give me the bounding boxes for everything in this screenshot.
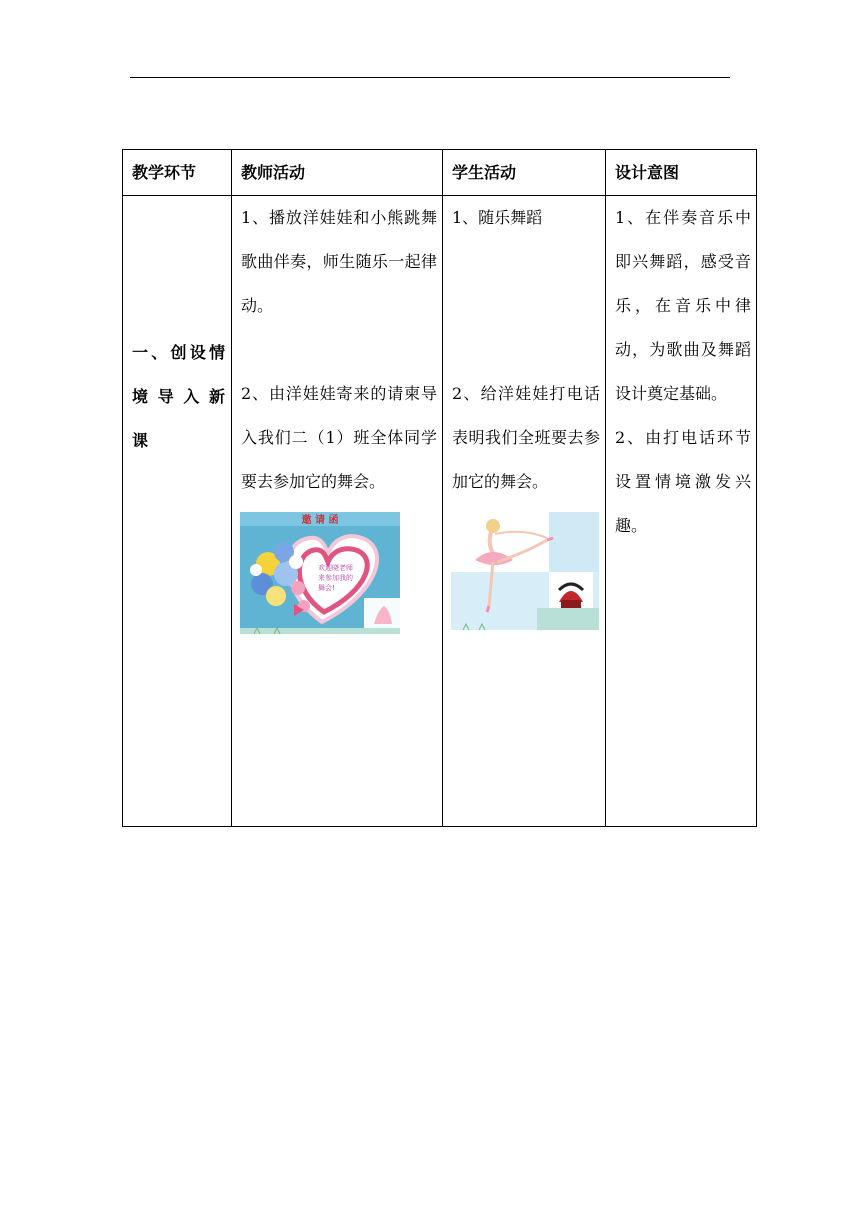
header-intent: 设计意图: [606, 150, 757, 196]
teacher-activity-cell: [232, 196, 443, 827]
teacher-step-2: 2、由洋娃娃寄来的请柬导入我们二（1）班全体同学要去参加它的舞会。: [241, 384, 437, 491]
table-row: [123, 196, 757, 827]
header-student: 学生活动: [443, 150, 606, 196]
header-teacher: 教师活动: [232, 150, 443, 196]
svg-text:舞会!: 舞会!: [318, 584, 335, 592]
table-header-row: [123, 150, 757, 196]
invitation-title: 邀 请 函: [301, 515, 339, 526]
student-activity-cell: [443, 196, 606, 827]
design-intent-cell: [606, 196, 757, 827]
ballerina-image: [451, 512, 599, 630]
intent-step-1: 1、在伴奏音乐中即兴舞蹈，感受音乐，在音乐中律动，为歌曲及舞蹈设计奠定基础。: [615, 208, 751, 403]
stage-cell: [123, 196, 232, 827]
stage-label: 一、创设情 境导入新 课: [132, 343, 225, 450]
svg-text:欢迎晓老师: 欢迎晓老师: [318, 564, 353, 572]
intent-step-2: 2、由打电话环节设置情境激发兴趣。: [615, 428, 751, 535]
student-step-2: 2、给洋娃娃打电话表明我们全班要去参加它的舞会。: [452, 384, 600, 491]
teacher-step-1: 1、播放洋娃娃和小熊跳舞歌曲伴奏，师生随乐一起律动。: [241, 208, 437, 315]
header-rule: [130, 77, 730, 78]
lesson-plan-table: [122, 149, 757, 827]
svg-text:来参加我的: 来参加我的: [318, 574, 353, 582]
invitation-image: [240, 512, 400, 634]
header-stage: 教学环节: [123, 150, 232, 196]
student-step-1: 1、随乐舞蹈: [452, 208, 543, 227]
